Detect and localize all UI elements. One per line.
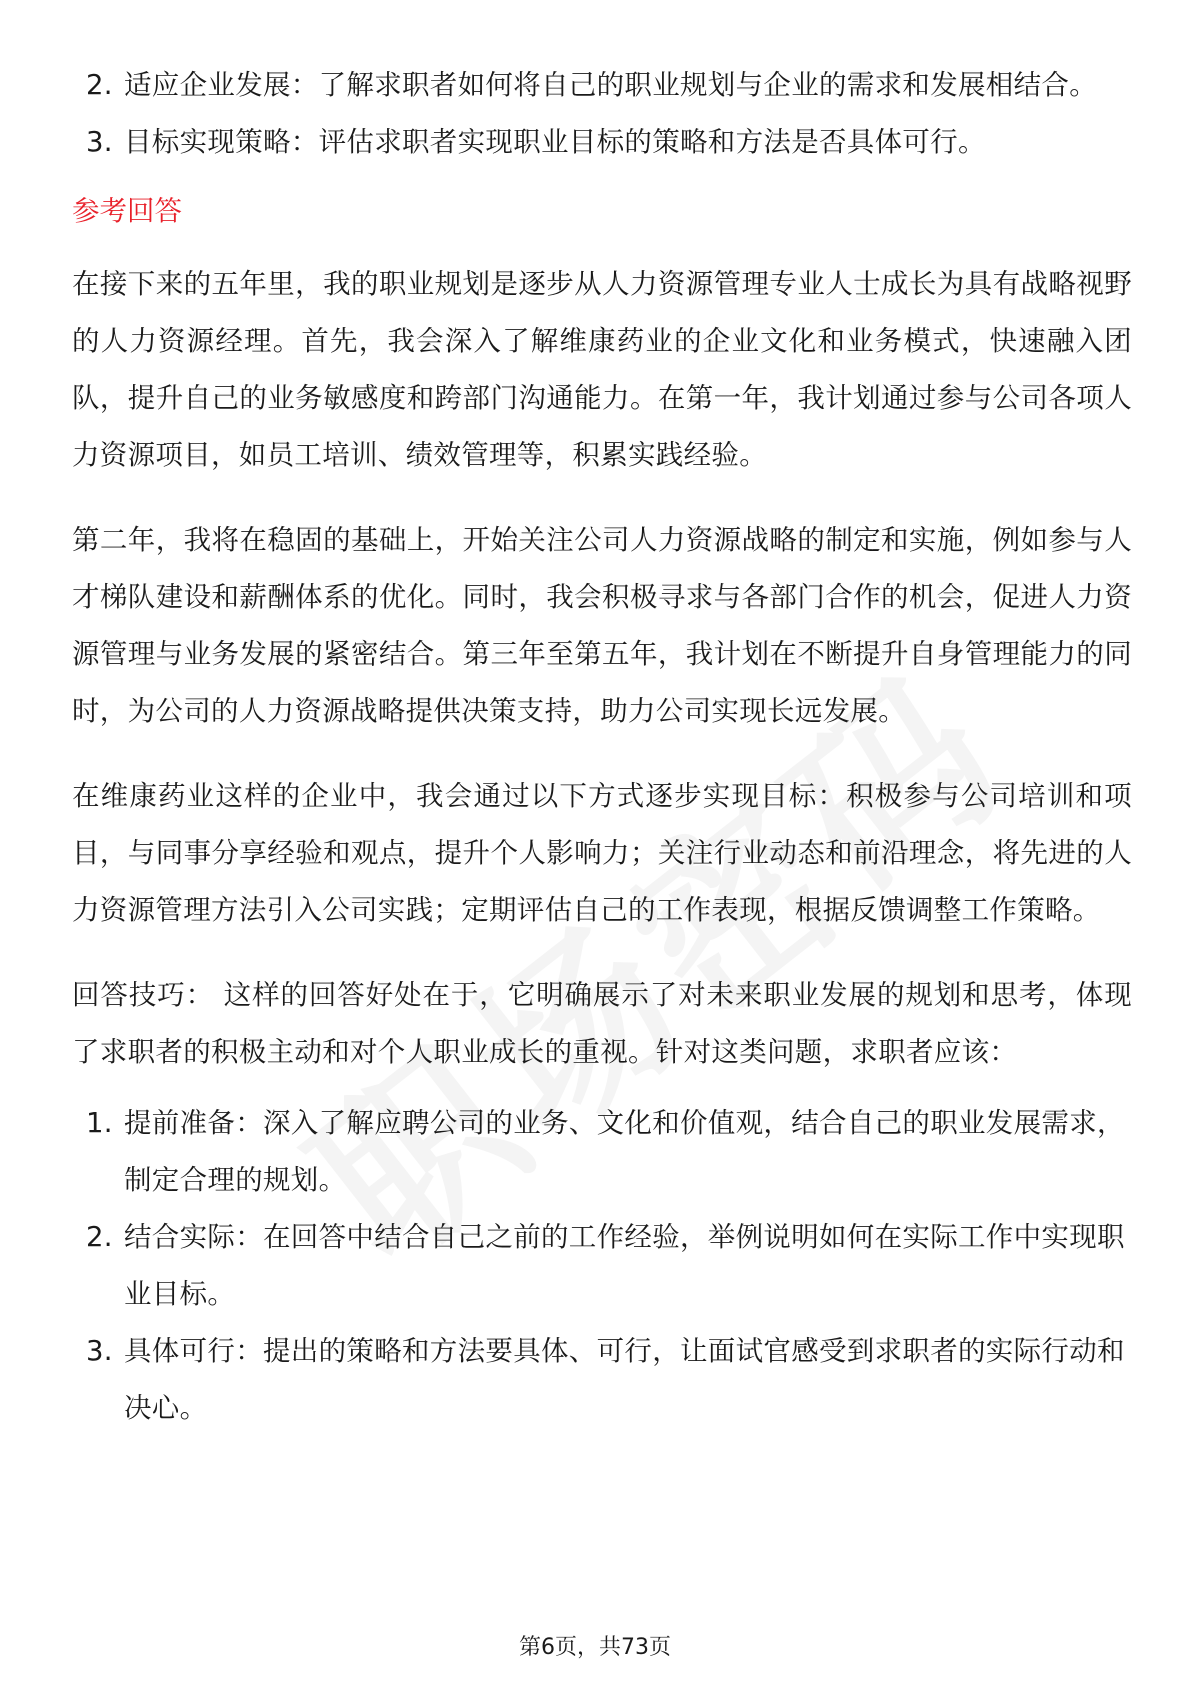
tips-intro-paragraph: 回答技巧： 这样的回答好处在于，它明确展示了对未来职业发展的规划和思考，体现了求职者的积极主动和对个人职业成长的重视。针对这类问题，求职者应该： (72, 979, 1132, 1068)
list-item-number: 3. (86, 126, 113, 158)
list-item-number: 2. (86, 1221, 113, 1253)
list-item-text: 具体可行：提出的策略和方法要具体、可行，让面试官感受到求职者的实际行动和决心。 (124, 1335, 1125, 1424)
list-item (72, 1209, 1132, 1323)
list-item-number: 3. (86, 1335, 113, 1367)
criteria-list (72, 57, 1132, 171)
list-item-text: 结合实际：在回答中结合自己之前的工作经验，举例说明如何在实际工作中实现职业目标。 (124, 1221, 1125, 1310)
list-item (72, 1323, 1132, 1437)
list-item (72, 57, 1132, 114)
tips-list (72, 1095, 1132, 1437)
answer-paragraph: 在接下来的五年里，我的职业规划是逐步从人力资源管理专业人士成长为具有战略视野的人力资源经理。首先，我会深入了解维康药业的企业文化和业务模式，快速融入团队，提升自己的业务敏感度和跨部门沟通能力。在第一年，我计划通过参与公司各项人力资源项目，如员工培训、绩效管理等，积累实践经验。 (72, 268, 1132, 471)
list-item-text: 提前准备：深入了解应聘公司的业务、文化和价值观，结合自己的职业发展需求，制定合理的规划。 (124, 1107, 1125, 1196)
list-item (72, 114, 1132, 171)
list-item (72, 1095, 1132, 1209)
list-item-text: 适应企业发展：了解求职者如何将自己的职业规划与企业的需求和发展相结合。 (124, 69, 1097, 101)
page-content (72, 57, 1132, 1437)
answer-paragraph: 第二年，我将在稳固的基础上，开始关注公司人力资源战略的制定和实施，例如参与人才梯队建设和薪酬体系的优化。同时，我会积极寻求与各部门合作的机会，促进人力资源管理与业务发展的紧密结合。第三年至第五年，我计划在不断提升自身管理能力的同时，为公司的人力资源战略提供决策支持，助力公司实现长远发展。 (72, 524, 1132, 727)
list-item-number: 1. (86, 1107, 113, 1139)
page-number: 第6页，共73页 (519, 1635, 671, 1660)
section-heading: 参考回答 (72, 195, 182, 227)
answer-paragraph: 在维康药业这样的企业中，我会通过以下方式逐步实现目标：积极参与公司培训和项目，与同事分享经验和观点，提升个人影响力；关注行业动态和前沿理念，将先进的人力资源管理方法引入公司实践；定期评估自己的工作表现，根据反馈调整工作策略。 (72, 780, 1132, 926)
list-item-number: 2. (86, 69, 113, 101)
list-item-text: 目标实现策略：评估求职者实现职业目标的策略和方法是否具体可行。 (124, 126, 986, 158)
